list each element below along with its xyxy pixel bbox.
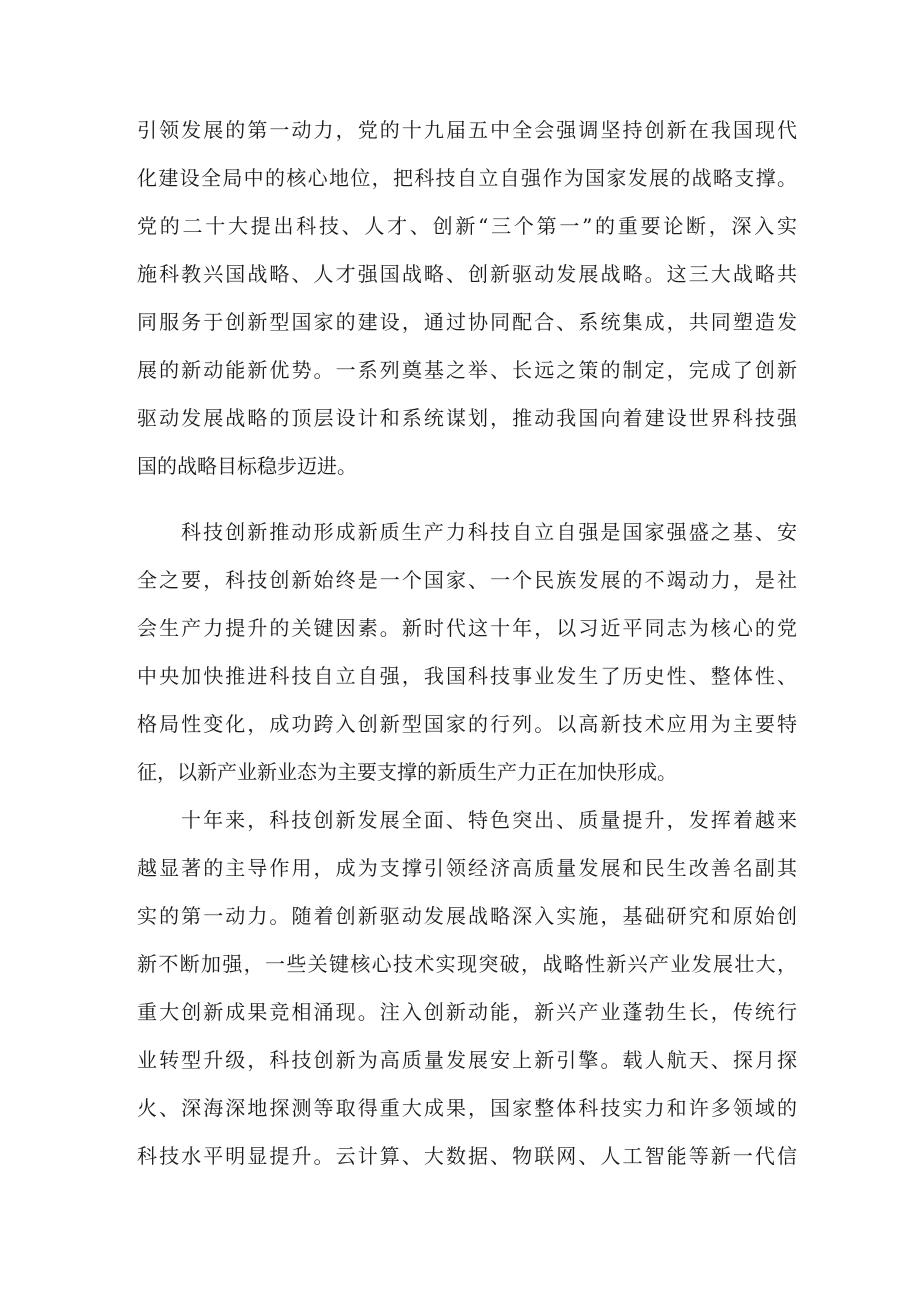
paragraph-line: 全之要，科技创新始终是一个国家、一个民族发展的不竭动力，是社 [137,568,797,592]
paragraph-line: 同服务于创新型国家的建设，通过协同配合、系统集成，共同塑造发 [137,310,797,334]
paragraph-line: 引领发展的第一动力，党的十九届五中全会强调坚持创新在我国现代 [137,118,797,142]
paragraph-line: 重大创新成果竞相涌现。注入创新动能，新兴产业蓬勃生长，传统行 [137,1000,797,1024]
paragraph-line: 施科教兴国战略、人才强国战略、创新驱动发展战略。这三大战略共 [137,262,797,286]
paragraph-line: 驱动发展战略的顶层设计和系统谋划，推动我国向着建设世界科技强 [137,406,797,430]
paragraph-line: 新不断加强，一些关键核心技术实现突破，战略性新兴产业发展壮大， [137,952,797,976]
paragraph-line: 党的二十大提出科技、人才、创新“三个第一”的重要论断，深入实 [137,214,797,238]
paragraph-line: 中央加快推进科技自立自强，我国科技事业发生了历史性、整体性、 [137,664,797,688]
paragraph-line: 展的新动能新优势。一系列奠基之举、长远之策的制定，完成了创新 [137,358,797,382]
paragraph-line: 征，以新产业新业态为主要支撑的新质生产力正在加快形成。 [137,760,677,784]
paragraph-line: 越显著的主导作用，成为支撑引领经济高质量发展和民生改善名副其 [137,856,797,880]
paragraph-line: 火、深海深地探测等取得重大成果，国家整体科技实力和许多领域的 [137,1096,797,1120]
paragraph-first-line: 科技创新推动形成新质生产力科技自立自强是国家强盛之基、安 [181,520,797,544]
paragraph-line: 化建设全局中的核心地位，把科技自立自强作为国家发展的战略支撑。 [137,166,797,190]
paragraph-line: 国的战略目标稳步迈进。 [137,454,357,478]
paragraph-line: 业转型升级，科技创新为高质量发展安上新引擎。载人航天、探月探 [137,1048,797,1072]
paragraph-line: 实的第一动力。随着创新驱动发展战略深入实施，基础研究和原始创 [137,904,797,928]
paragraph-line: 格局性变化，成功跨入创新型国家的行列。以高新技术应用为主要特 [137,712,797,736]
paragraph-first-line: 十年来，科技创新发展全面、特色突出、质量提升，发挥着越来 [181,808,797,832]
paragraph-line: 科技水平明显提升。云计算、大数据、物联网、人工智能等新一代信 [137,1144,797,1168]
paragraph-line: 会生产力提升的关键因素。新时代这十年，以习近平同志为核心的党 [137,616,797,640]
